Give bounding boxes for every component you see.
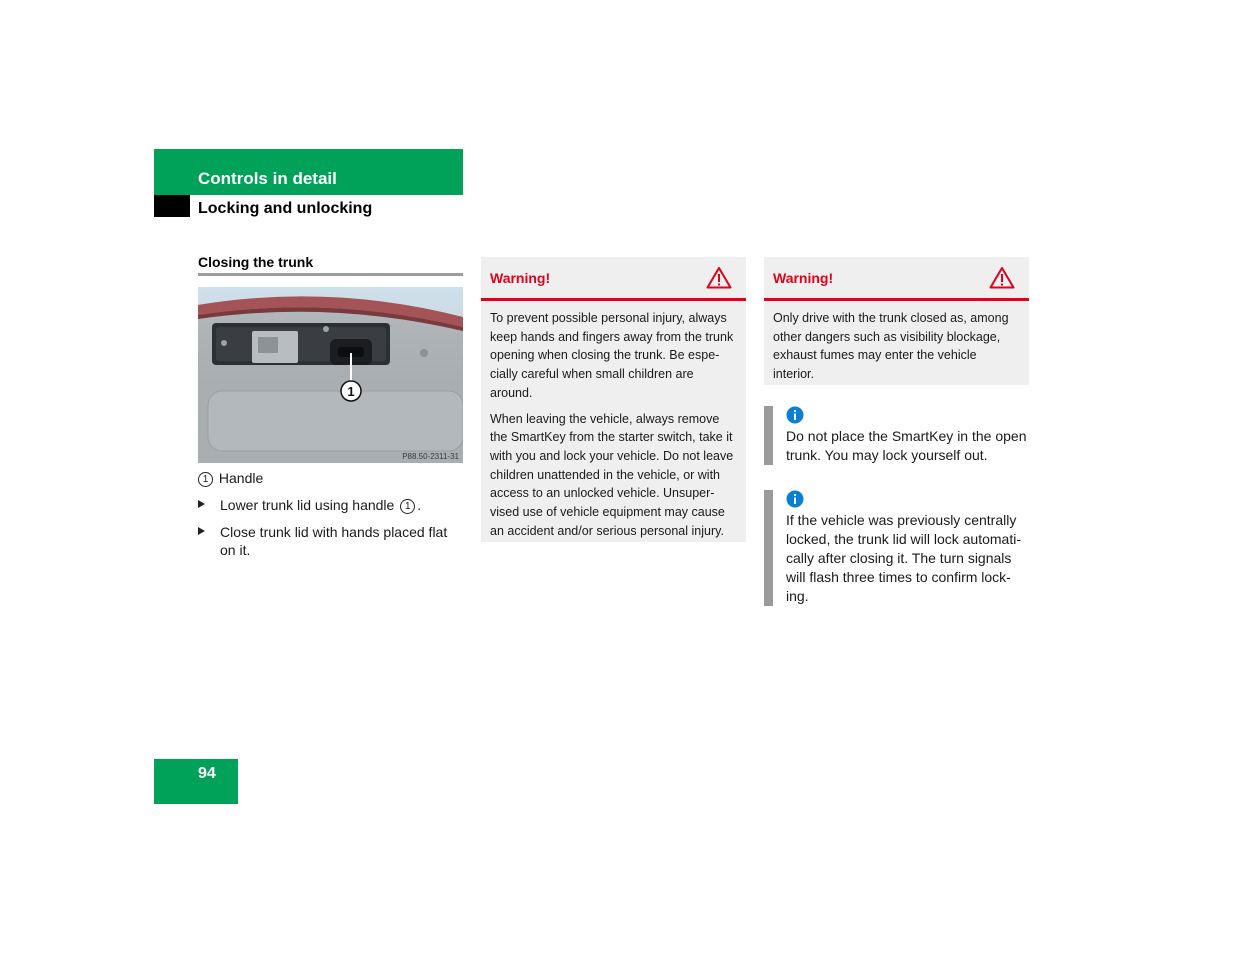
warning-label: Warning!	[773, 270, 834, 286]
trunk-handle-figure	[198, 287, 463, 463]
step-1	[198, 496, 463, 514]
bullet-arrow-icon	[198, 500, 205, 508]
warning-box-1	[481, 257, 746, 542]
trunk-handle-photo	[198, 287, 463, 463]
warning-label: Warning!	[490, 270, 551, 286]
warning-header	[764, 257, 1029, 301]
page-number: 94	[198, 765, 216, 782]
warning-triangle-icon	[706, 266, 732, 289]
section-tab-marker	[154, 195, 190, 217]
warning-paragraph: Only drive with the trunk closed as, among other dangers such as visibility blockage, exhaust fumes may enter the vehicle interior.	[773, 311, 1009, 382]
topic-heading: Closing the trunk	[198, 254, 314, 270]
info-box-2	[764, 490, 1031, 606]
bullet-arrow-icon	[198, 527, 205, 535]
subsection-title: Locking and unlocking	[198, 200, 373, 217]
info-icon	[786, 490, 804, 508]
caption-text: Handle	[218, 470, 264, 486]
step-suffix: .	[417, 497, 422, 513]
step-2	[198, 523, 463, 559]
warning-header	[481, 257, 746, 301]
heading-rule	[198, 273, 463, 276]
info-box-1	[764, 406, 1029, 465]
warning-triangle-icon	[989, 266, 1015, 289]
page-number-box	[154, 759, 238, 804]
info-icon	[786, 406, 804, 424]
warning-box-2	[764, 257, 1029, 385]
caption-number: 1	[198, 472, 213, 487]
warning-body	[481, 301, 746, 548]
step-text: Lower trunk lid using handle	[220, 497, 395, 513]
info-text: If the vehicle was previously centrally locked, the trunk lid will lock automati-cally after closing it. The turn signals will flash three times to confirm lock-ing.	[786, 512, 1021, 604]
figure-callout: 1	[347, 384, 355, 399]
step-ref-number: 1	[400, 499, 415, 514]
figure-caption	[198, 470, 263, 487]
warning-body	[764, 301, 1029, 392]
step-text: Close trunk lid with hands placed flat on it.	[220, 524, 448, 558]
figure-code: P88.50-2311-31	[402, 452, 459, 461]
warning-paragraph: When leaving the vehicle, always remove the SmartKey from the starter switch, take it with you and lock your vehicle. Do not leave children unattended in the vehicle, or with access to an unlocked vehicle. Unsuper-vised use of vehicle equipment may cause an accident and/or serious personal injury.	[490, 411, 734, 538]
section-title: Controls in detail	[198, 169, 337, 188]
warning-paragraph: To prevent possible personal injury, always keep hands and fingers away from the trunk opening when closing the trunk. Be espe-cially careful when small children are around.	[490, 311, 734, 400]
info-text: Do not place the SmartKey in the open trunk. You may lock yourself out.	[786, 428, 1027, 463]
